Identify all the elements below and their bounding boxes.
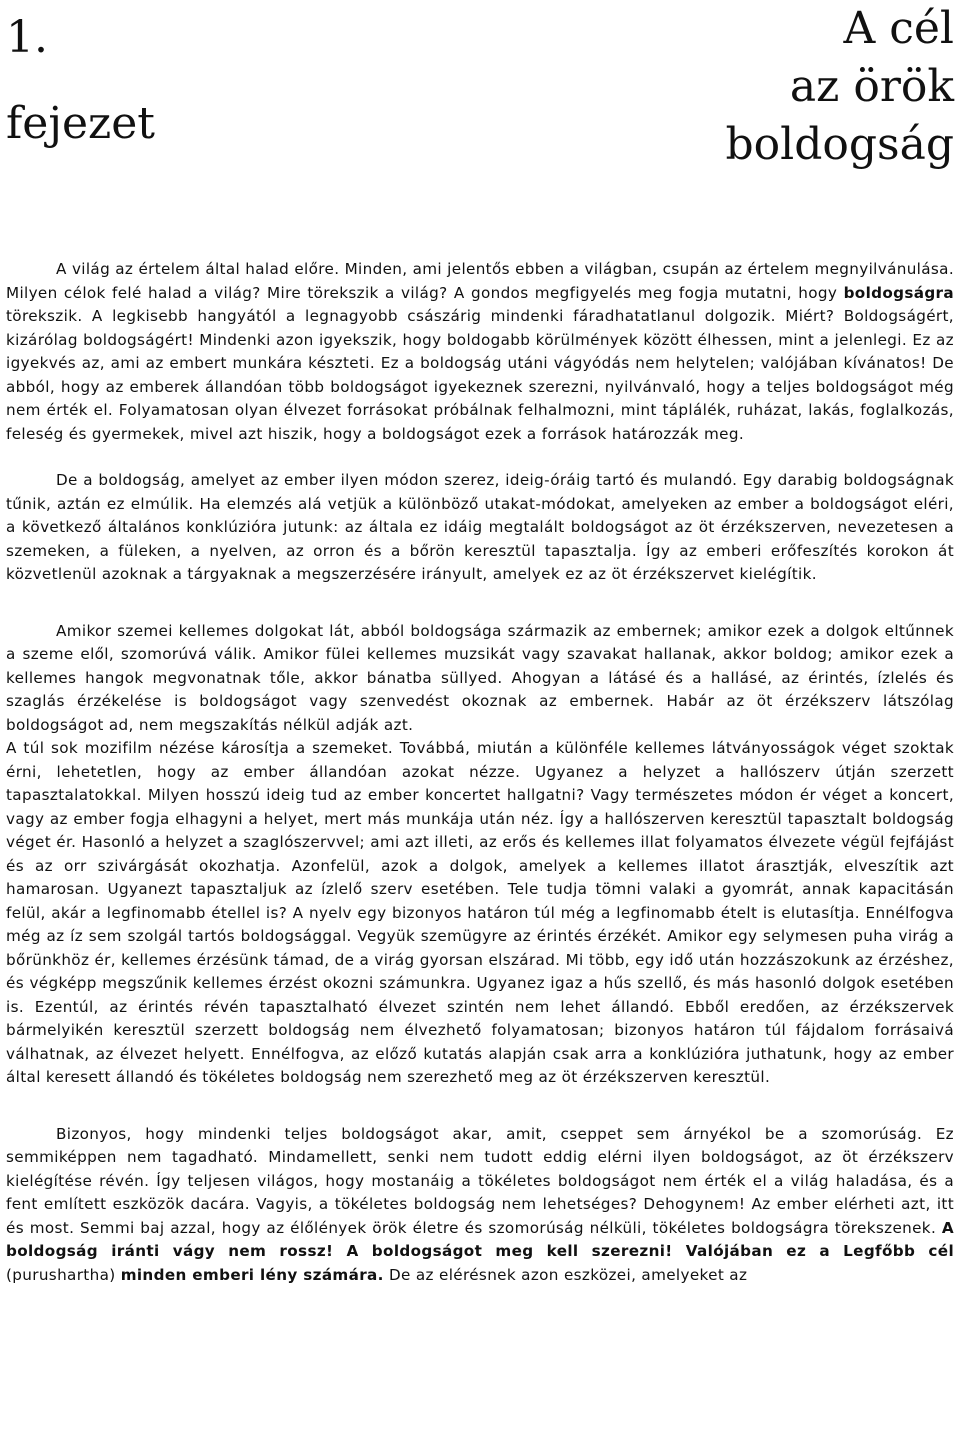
paragraph (6, 737, 954, 1090)
text-run: Bizonyos, hogy mindenki teljes boldogságot akar, amit, cseppet sem árnyékol be a szomorúság. Ez semmiképpen nem tagadható. Mindamellett, senki nem tudott eddig elérni ilyen boldogságot, az öt érzékszerv kielégítése révén. Így teljesen világos, hogy mostanáig a tökéletes boldogságot nem érték el a világ haladása, és a fent említett eszközök dacára. Vagyis, a tökéletes boldogság nem lehetséges? Dehogynem! Az ember elérheti azt, itt és most. Semmi baj azzal, hogy az élőlények örök életre és szomorúság nélküli, tökéletes boldogságra törekszenek. (6, 1124, 954, 1237)
chapter-title-line: az örök (789, 61, 954, 112)
text-run: A világ az értelem által halad előre. Minden, ami jelentős ebben a világban, csupán az értelem megnyilvánulása. Milyen célok felé halad a világ? Mire törekszik a világ? A gondos megfigyelés meg fogja mutatni, hogy (6, 260, 954, 302)
paragraph (6, 1123, 954, 1288)
bold-text-run: A boldogság iránti vágy nem rossz! A boldogságot meg kell szerezni! Valójában ez a Legfőbb cél (6, 1218, 954, 1260)
paragraph (6, 469, 954, 587)
bold-text-run: minden emberi lény számára. (120, 1265, 384, 1284)
text-run: (purushartha) (6, 1265, 121, 1284)
chapter-title-line: boldogság (725, 119, 954, 170)
paragraph (6, 258, 954, 446)
chapter-title-line: A cél (843, 3, 954, 54)
text-run: A túl sok mozifilm nézése károsítja a szemeket. Továbbá, miután a különféle kellemes látványosságok véget szoktak érni, lehetetlen, hogy az ember állandóan azokat nézze. Ugyanez a helyzet a hallószerv útján szerzett tapasztalatokkal. Milyen hosszú ideig tud az ember koncertet hallgatni? Vagy természetes módon ér véget a koncert, vagy az ember fogja elhagyni a helyet, mert más munkája után néz. Így a hallószerven keresztül tapasztalt boldogság véget ér. Hasonló a helyzet a szaglószervvel; ami azt illeti, az erős és kellemes illat folyamatos élvezete végül fejfájást és az orr szivárgását okozhatja. Azonfelül, azok a dolgok, amelyek a kellemes illatot árasztják, elveszítik azt hamarosan. Ugyanezt tapasztaljuk az ízlelő szerv esetében. Tele tudja tömni valaki a gyomrát, annak kapacitásán felül, akár a legfinomabb étellel is? A nyelv egy bizonyos határon túl még a legfinomabb ételt is elutasítja. Ennélfogva még az íz sem szolgál tartós boldogsággal. Vegyük szemügyre az érintés érzékét. Amikor egy selymesen puha virág a bőrünkhöz ér, kellemes érzésünk támad, de a virág gyorsan elszárad. Mi több, egy idő után hozzászokunk az érzéshez, és végképp megszűnik kellemes érzést okozni számunkra. Ugyanez igaz a hűs szellő, és más hasonló dolgok esetében is. Ezentúl, az érintés révén tapasztalható élvezet szintén nem lehet állandó. Ebből eredően, az érzékszervek bármelyikén keresztül szerzett boldogság nem élvezhető folyamatosan; bizonyos határon túl fájdalom forrásaivá válhatnak, az élvezet helyett. Ennélfogva, az előző kutatás alapján csak arra a konklúzióra juthatunk, hogy az ember által keresett állandó és tökéletes boldogság nem szerezhető meg az öt érzékszerven keresztül. (6, 739, 954, 1086)
body-text (6, 258, 954, 1287)
text-run: törekszik. A legkisebb hangyától a legnagyobb császárig mindenki fáradhatatlanul dolgozik. Miért? Boldogságért, kizárólag boldogságért! Mindenki azon igyekszik, hogy boldogabb körülmények között élhessen, mint a jelenlegi. Ez az igyekvés az, ami az embert munkára készteti. Ez a boldogság utáni vágyódás nem helytelen; valójában kívánatos! De abból, hogy az emberek állandóan több boldogságot igyekeznek szerezni, nyilvánvaló, hogy a teljes boldogságot még nem érték el. Folyamatosan olyan élvezet forrásokat próbálnak felhalmozni, mint táplálék, ruházat, lakás, foglalkozás, feleség és gyermekek, mivel azt hiszik, hogy a boldogságot ezek a források határozzák meg. (6, 307, 954, 443)
text-run: De a boldogság, amelyet az ember ilyen módon szerez, ideig-óráig tartó és mulandó. Egy darabig boldogságnak tűnik, aztán ez elmúlik. Ha elemzés alá vetjük a különböző utakat-módokat, amelyeken az ember a boldogságot eléri, a következő általános konklúzióra jutunk: az általa ez idáig megtalált boldogságot az öt érzékszerven, nevezetesen a szemeken, a füleken, a nyelven, az orron és a bőrön keresztül tapasztalja. Így az emberi erőfeszítés korokon át közvetlenül azoknak a tárgyaknak a megszerzésére irányult, amelyek ez az öt érzékszervet kielégítik. (6, 471, 954, 583)
text-run: De az elérésnek azon eszközei, amelyeket az (383, 1265, 748, 1284)
chapter-label: fejezet (6, 98, 155, 149)
text-run: Amikor szemei kellemes dolgokat lát, abból boldogsága származik az embernek; amikor ezek a dolgok eltűnnek a szeme elől, szomorúvá válik. Amikor fülei kellemes muzsikát vagy szavakat hallanak, akkor boldog; amikor ezek a kellemes hangok megvonatnak tőle, akkor bánatba süllyed. Ahogyan a látásé és a hallásé, az érintés, ízlelés és szaglás érzékelése is boldogságot vagy szenvedést okoznak az embernek. Habár az öt érzékszerv látszólag boldogságot ad, nem megszakítás nélkül adják azt. (6, 621, 954, 734)
paragraph (6, 620, 954, 738)
chapter-title (725, 0, 954, 174)
chapter-number: 1. (6, 12, 48, 63)
bold-text-run: boldogságra (843, 283, 954, 302)
